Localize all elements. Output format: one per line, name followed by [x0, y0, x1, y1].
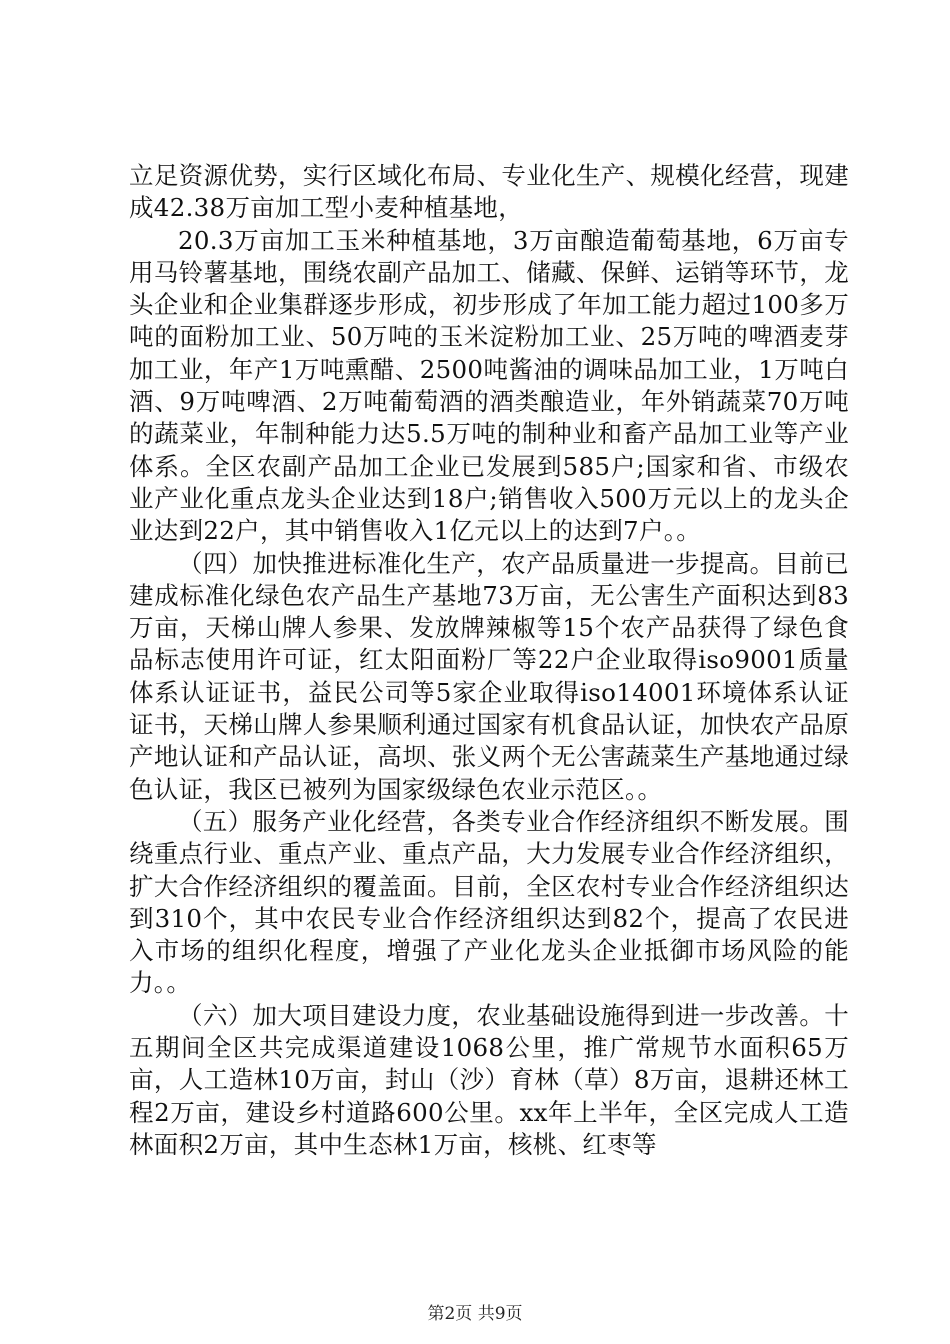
page-footer: 第2页 共9页 — [427, 1304, 523, 1324]
paragraph-section-5: （五）服务产业化经营，各类专业合作经济组织不断发展。围绕重点行业、重点产业、重点产品，大力发展专业合作经济组织，扩大合作经济组织的覆盖面。目前，全区农村专业合作经济组织达到310个，其中农民专业合作经济组织达到82个，提高了农民进入市场的组织化程度，增强了产业化龙头企业抵御市场风险的能力。。 — [129, 806, 849, 998]
paragraph-intro: 立足资源优势，实行区域化布局、专业化生产、规模化经营，现建成42.38万亩加工型小麦种植基地， — [129, 161, 849, 223]
paragraph-processing-industry: 20.3万亩加工玉米种植基地，3万亩酿造葡萄基地，6万亩专用马铃薯基地，围绕农副产品加工、储藏、保鲜、运销等环节，龙头企业和企业集群逐步形成，初步形成了年加工能力超过100多万吨的面粉加工业、50万吨的玉米淀粉加工业、25万吨的啤酒麦芽加工业，年产1万吨熏醋、2500吨酱油的调味品加工业，1万吨白酒、9万吨啤酒、2万吨葡萄酒的酒类酿造业，年外销蔬菜70万吨的蔬菜业，年制种能力达5.5万吨的制种业和畜产品加工业等产业体系。全区农副产品加工企业已发展到585户;国家和省、市级农业产业化重点龙头企业达到18户;销售收入500万元以上的龙头企业达到22户，其中销售收入1亿元以上的达到7户。。 — [129, 225, 849, 546]
paragraph-section-6: （六）加大项目建设力度，农业基础设施得到进一步改善。十五期间全区共完成渠道建设1068公里，推广常规节水面积65万亩，人工造林10万亩，封山（沙）育林（草）8万亩，退耕还林工程2万亩，建设乡村道路600公里。xx年上半年，全区完成人工造林面积2万亩，其中生态林1万亩，核桃、红枣等 — [129, 1000, 849, 1159]
document-body — [129, 160, 849, 1161]
paragraph-section-4: （四）加快推进标准化生产，农产品质量进一步提高。目前已建成标准化绿色农产品生产基地73万亩，无公害生产面积达到83万亩，天梯山牌人参果、发放牌辣椒等15个农产品获得了绿色食品标志使用许可证，红太阳面粉厂等22户企业取得iso9001质量体系认证证书，益民公司等5家企业取得iso14001环境体系认证证书，天梯山牌人参果顺利通过国家有机食品认证，加快农产品原产地认证和产品认证，高坝、张义两个无公害蔬菜生产基地通过绿色认证，我区已被列为国家级绿色农业示范区。。 — [129, 548, 849, 804]
